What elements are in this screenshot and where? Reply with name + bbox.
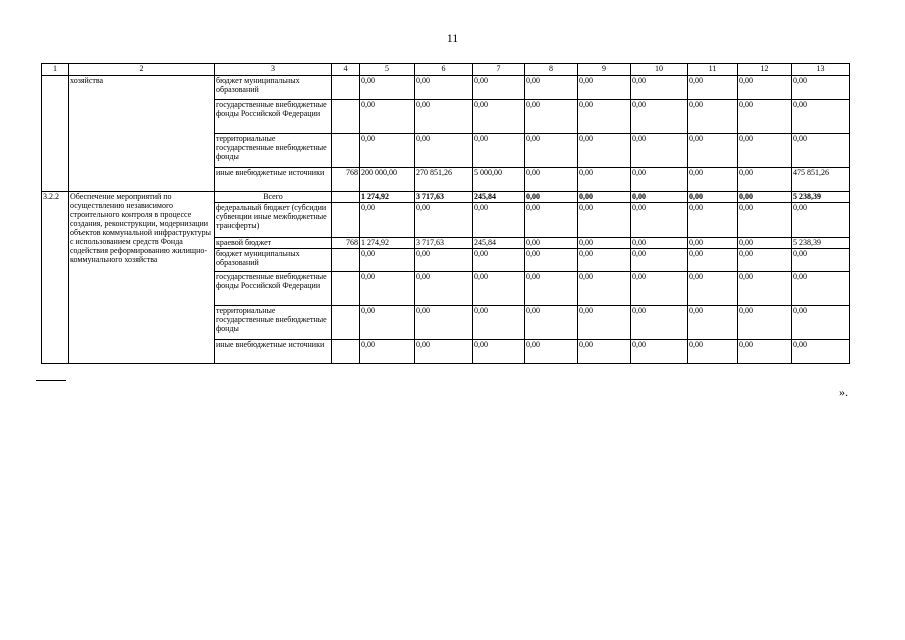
amount-cell: 0,00 — [688, 100, 738, 134]
column-number: 2 — [69, 64, 215, 76]
amount-cell: 0,00 — [578, 249, 631, 272]
amount-cell: 0,00 — [738, 134, 792, 168]
budget-code — [332, 306, 360, 340]
amount-cell: 0,00 — [738, 340, 792, 364]
funding-source: иные внебюджетные источники — [215, 168, 332, 192]
amount-cell: 5 238,39 — [792, 192, 850, 203]
amount-cell: 0,00 — [688, 249, 738, 272]
amount-cell: 0,00 — [578, 134, 631, 168]
amount-cell: 0,00 — [631, 203, 688, 238]
amount-cell: 5 238,39 — [792, 238, 850, 249]
amount-cell: 0,00 — [738, 168, 792, 192]
amount-cell: 0,00 — [792, 134, 850, 168]
amount-cell: 0,00 — [688, 192, 738, 203]
funding-source: бюджет муниципальных образований — [215, 249, 332, 272]
amount-cell: 0,00 — [360, 134, 415, 168]
amount-cell: 1 274,92 — [360, 238, 415, 249]
funding-source: государственные внебюджетные фонды Российской Федерации — [215, 272, 332, 306]
amount-cell: 200 000,00 — [360, 168, 415, 192]
amount-cell: 0,00 — [415, 134, 473, 168]
amount-cell: 270 851,26 — [415, 168, 473, 192]
page-number: 11 — [446, 31, 459, 45]
amount-cell: 3 717,63 — [415, 238, 473, 249]
amount-cell: 0,00 — [473, 76, 525, 100]
amount-cell: 0,00 — [525, 272, 578, 306]
amount-cell: 0,00 — [415, 249, 473, 272]
amount-cell: 0,00 — [525, 192, 578, 203]
column-number-row — [42, 64, 850, 76]
amount-cell: 0,00 — [360, 100, 415, 134]
column-number: 1 — [42, 64, 69, 76]
item-number: 3.2.2 — [42, 192, 69, 364]
amount-cell: 0,00 — [631, 340, 688, 364]
amount-cell: 0,00 — [738, 238, 792, 249]
amount-cell: 0,00 — [578, 203, 631, 238]
amount-cell: 0,00 — [473, 203, 525, 238]
table-row — [42, 192, 850, 203]
budget-code — [332, 272, 360, 306]
amount-cell: 0,00 — [360, 249, 415, 272]
funding-source: бюджет муниципальных образований — [215, 76, 332, 100]
amount-cell: 0,00 — [738, 306, 792, 340]
funding-source: иные внебюджетные источники — [215, 340, 332, 364]
amount-cell: 0,00 — [360, 340, 415, 364]
amount-cell: 0,00 — [578, 306, 631, 340]
amount-cell: 0,00 — [631, 238, 688, 249]
budget-code: 768 — [332, 238, 360, 249]
bottom-rule — [36, 380, 66, 381]
amount-cell: 0,00 — [738, 76, 792, 100]
amount-cell: 0,00 — [525, 306, 578, 340]
amount-cell: 0,00 — [473, 340, 525, 364]
amount-cell: 0,00 — [688, 272, 738, 306]
column-number: 8 — [525, 64, 578, 76]
amount-cell: 0,00 — [360, 76, 415, 100]
amount-cell: 0,00 — [578, 100, 631, 134]
item-name: Обеспечение мероприятий по осуществлению независимого строительного контроля в процессе создания, реконструкции, модернизации объектов коммунальной инфраструктуры с использованием средств Фонда содействия реформированию жилищно-коммунального хозяйства — [69, 192, 215, 364]
amount-cell: 5 000,00 — [473, 168, 525, 192]
funding-source: краевой бюджет — [215, 238, 332, 249]
budget-code — [332, 192, 360, 203]
amount-cell: 245,84 — [473, 192, 525, 203]
amount-cell: 0,00 — [792, 306, 850, 340]
column-number: 11 — [688, 64, 738, 76]
amount-cell: 245,84 — [473, 238, 525, 249]
amount-cell: 0,00 — [792, 76, 850, 100]
budget-code — [332, 100, 360, 134]
amount-cell: 0,00 — [525, 203, 578, 238]
funding-source: Всего — [215, 192, 332, 203]
amount-cell: 0,00 — [473, 100, 525, 134]
column-number: 12 — [738, 64, 792, 76]
amount-cell: 0,00 — [525, 340, 578, 364]
funding-source: федеральный бюджет (субсидии субвенции иные межбюджетные трансферты) — [215, 203, 332, 238]
closing-quote: ». — [839, 385, 848, 399]
funding-source: государственные внебюджетные фонды Российской Федерации — [215, 100, 332, 134]
amount-cell: 0,00 — [473, 306, 525, 340]
column-number: 6 — [415, 64, 473, 76]
amount-cell: 0,00 — [525, 100, 578, 134]
amount-cell: 0,00 — [631, 168, 688, 192]
table-row — [42, 76, 850, 100]
amount-cell: 0,00 — [578, 76, 631, 100]
amount-cell: 0,00 — [631, 100, 688, 134]
amount-cell: 0,00 — [415, 76, 473, 100]
column-number: 3 — [215, 64, 332, 76]
amount-cell: 0,00 — [415, 272, 473, 306]
amount-cell: 0,00 — [792, 272, 850, 306]
amount-cell: 0,00 — [738, 272, 792, 306]
column-number: 5 — [360, 64, 415, 76]
amount-cell: 0,00 — [415, 203, 473, 238]
amount-cell: 0,00 — [525, 134, 578, 168]
amount-cell: 0,00 — [415, 100, 473, 134]
amount-cell: 0,00 — [738, 203, 792, 238]
funding-source: территориальные государственные внебюджетные фонды — [215, 306, 332, 340]
budget-code — [332, 134, 360, 168]
column-number: 10 — [631, 64, 688, 76]
amount-cell: 0,00 — [631, 272, 688, 306]
amount-cell: 0,00 — [360, 306, 415, 340]
amount-cell: 0,00 — [415, 306, 473, 340]
amount-cell: 0,00 — [688, 340, 738, 364]
amount-cell: 0,00 — [578, 272, 631, 306]
column-number: 13 — [792, 64, 850, 76]
amount-cell: 0,00 — [688, 76, 738, 100]
amount-cell: 0,00 — [688, 134, 738, 168]
column-number: 7 — [473, 64, 525, 76]
amount-cell: 0,00 — [473, 134, 525, 168]
amount-cell: 0,00 — [738, 100, 792, 134]
amount-cell: 0,00 — [631, 134, 688, 168]
amount-cell: 0,00 — [688, 203, 738, 238]
budget-code — [332, 249, 360, 272]
budget-code — [332, 76, 360, 100]
amount-cell: 0,00 — [578, 168, 631, 192]
item-number — [42, 76, 69, 192]
amount-cell: 0,00 — [738, 249, 792, 272]
amount-cell: 0,00 — [688, 168, 738, 192]
amount-cell: 0,00 — [525, 76, 578, 100]
funding-source: территориальные государственные внебюджетные фонды — [215, 134, 332, 168]
amount-cell: 0,00 — [360, 272, 415, 306]
amount-cell: 0,00 — [415, 340, 473, 364]
amount-cell: 0,00 — [792, 203, 850, 238]
amount-cell: 0,00 — [578, 238, 631, 249]
amount-cell: 1 274,92 — [360, 192, 415, 203]
amount-cell: 0,00 — [738, 192, 792, 203]
column-number: 9 — [578, 64, 631, 76]
amount-cell: 0,00 — [631, 249, 688, 272]
amount-cell: 0,00 — [360, 203, 415, 238]
amount-cell: 0,00 — [631, 192, 688, 203]
amount-cell: 0,00 — [792, 249, 850, 272]
item-name: хозяйства — [69, 76, 215, 192]
amount-cell: 3 717,63 — [415, 192, 473, 203]
amount-cell: 475 851,26 — [792, 168, 850, 192]
amount-cell: 0,00 — [525, 238, 578, 249]
amount-cell: 0,00 — [792, 100, 850, 134]
budget-code — [332, 203, 360, 238]
amount-cell: 0,00 — [631, 76, 688, 100]
amount-cell: 0,00 — [631, 306, 688, 340]
budget-code — [332, 340, 360, 364]
column-number: 4 — [332, 64, 360, 76]
amount-cell: 0,00 — [473, 249, 525, 272]
amount-cell: 0,00 — [473, 272, 525, 306]
amount-cell: 0,00 — [578, 192, 631, 203]
budget-table — [41, 63, 850, 364]
amount-cell: 0,00 — [792, 340, 850, 364]
amount-cell: 0,00 — [688, 306, 738, 340]
budget-code: 768 — [332, 168, 360, 192]
amount-cell: 0,00 — [525, 249, 578, 272]
amount-cell: 0,00 — [525, 168, 578, 192]
amount-cell: 0,00 — [578, 340, 631, 364]
amount-cell: 0,00 — [688, 238, 738, 249]
